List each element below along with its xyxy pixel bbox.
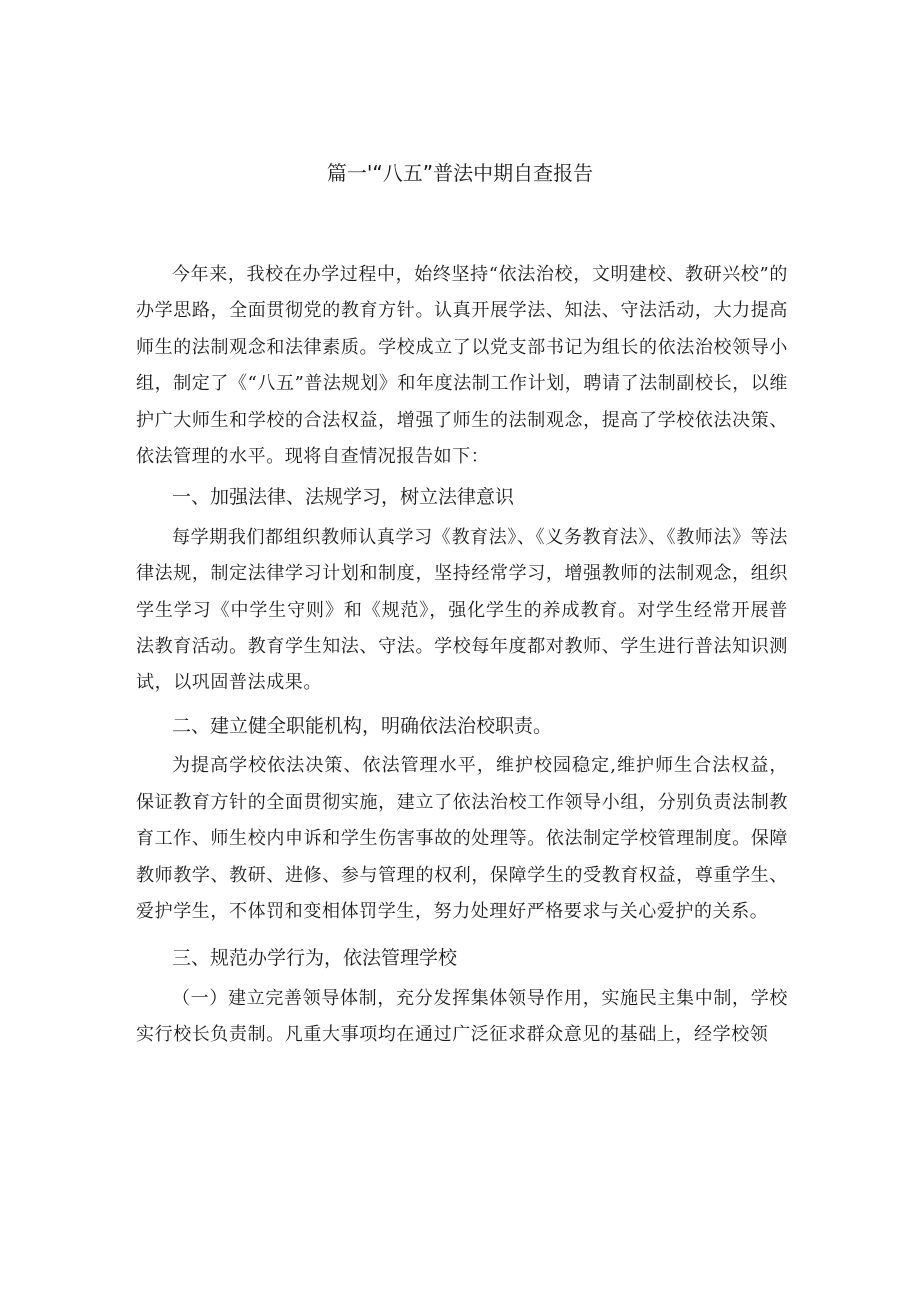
section-heading-3: 三、规范办学行为，依法管理学校 — [172, 947, 458, 970]
section-1-paragraph: 每学期我们都组织教师认真学习《教育法》、《义务教育法》、《教师法》等法律法规，制定法律学习计划和制度，坚持经常学习，增强教师的法制观念，组织学生学习《中学生守则》和《规范》，强化学生的养成教育。对学生经常开展普法教育活动。教育学生知法、守法。学校每年度都对教师、学生进行普法知识测试，以巩固普法成果。 — [136, 526, 788, 694]
document-body — [136, 257, 788, 1054]
section-3-paragraph: （一）建立完善领导体制，充分发挥集体领导作用，实施民主集中制，学校实行校长负责制。凡重大事项均在通过广泛征求群众意见的基础上，经学校领 — [136, 987, 788, 1046]
section-heading-2: 二、建立健全职能机构，明确依法治校职责。 — [172, 714, 553, 737]
intro-paragraph: 今年来，我校在办学过程中，始终坚持“依法治校，文明建校、教研兴校”的办学思路，全面贯彻党的教育方针。认真开展学法、知法、守法活动，大力提高师生的法制观念和法律素质。学校成立了以党支部书记为组长的依法治校领导小组，制定了《“八五”普法规划》和年度法制工作计划，聘请了法制副校长，以维护广大师生和学校的合法权益，增强了师生的法制观念，提高了学校依法决策、依法管理的水平。现将自查情况报告如下： — [136, 264, 789, 468]
section-2-paragraph: 为提高学校依法决策、依法管理水平，维护校园稳定,维护师生合法权益，保证教育方针的全面贯彻实施，建立了依法治校工作领导小组，分别负责法制教育工作、师生校内申诉和学生伤害事故的处理等。依法制定学校管理制度。保障教师教学、教研、进修、参与管理的权利，保障学生的受教育权益，尊重学生、爱护学生，不体罚和变相体罚学生，努力处理好严格要求与关心爱护的关系。 — [136, 755, 788, 922]
document-title: 篇一'“八五”普法中期自查报告 — [326, 161, 594, 185]
section-heading-1: 一、加强法律、法规学习，树立法律意识 — [172, 486, 515, 509]
